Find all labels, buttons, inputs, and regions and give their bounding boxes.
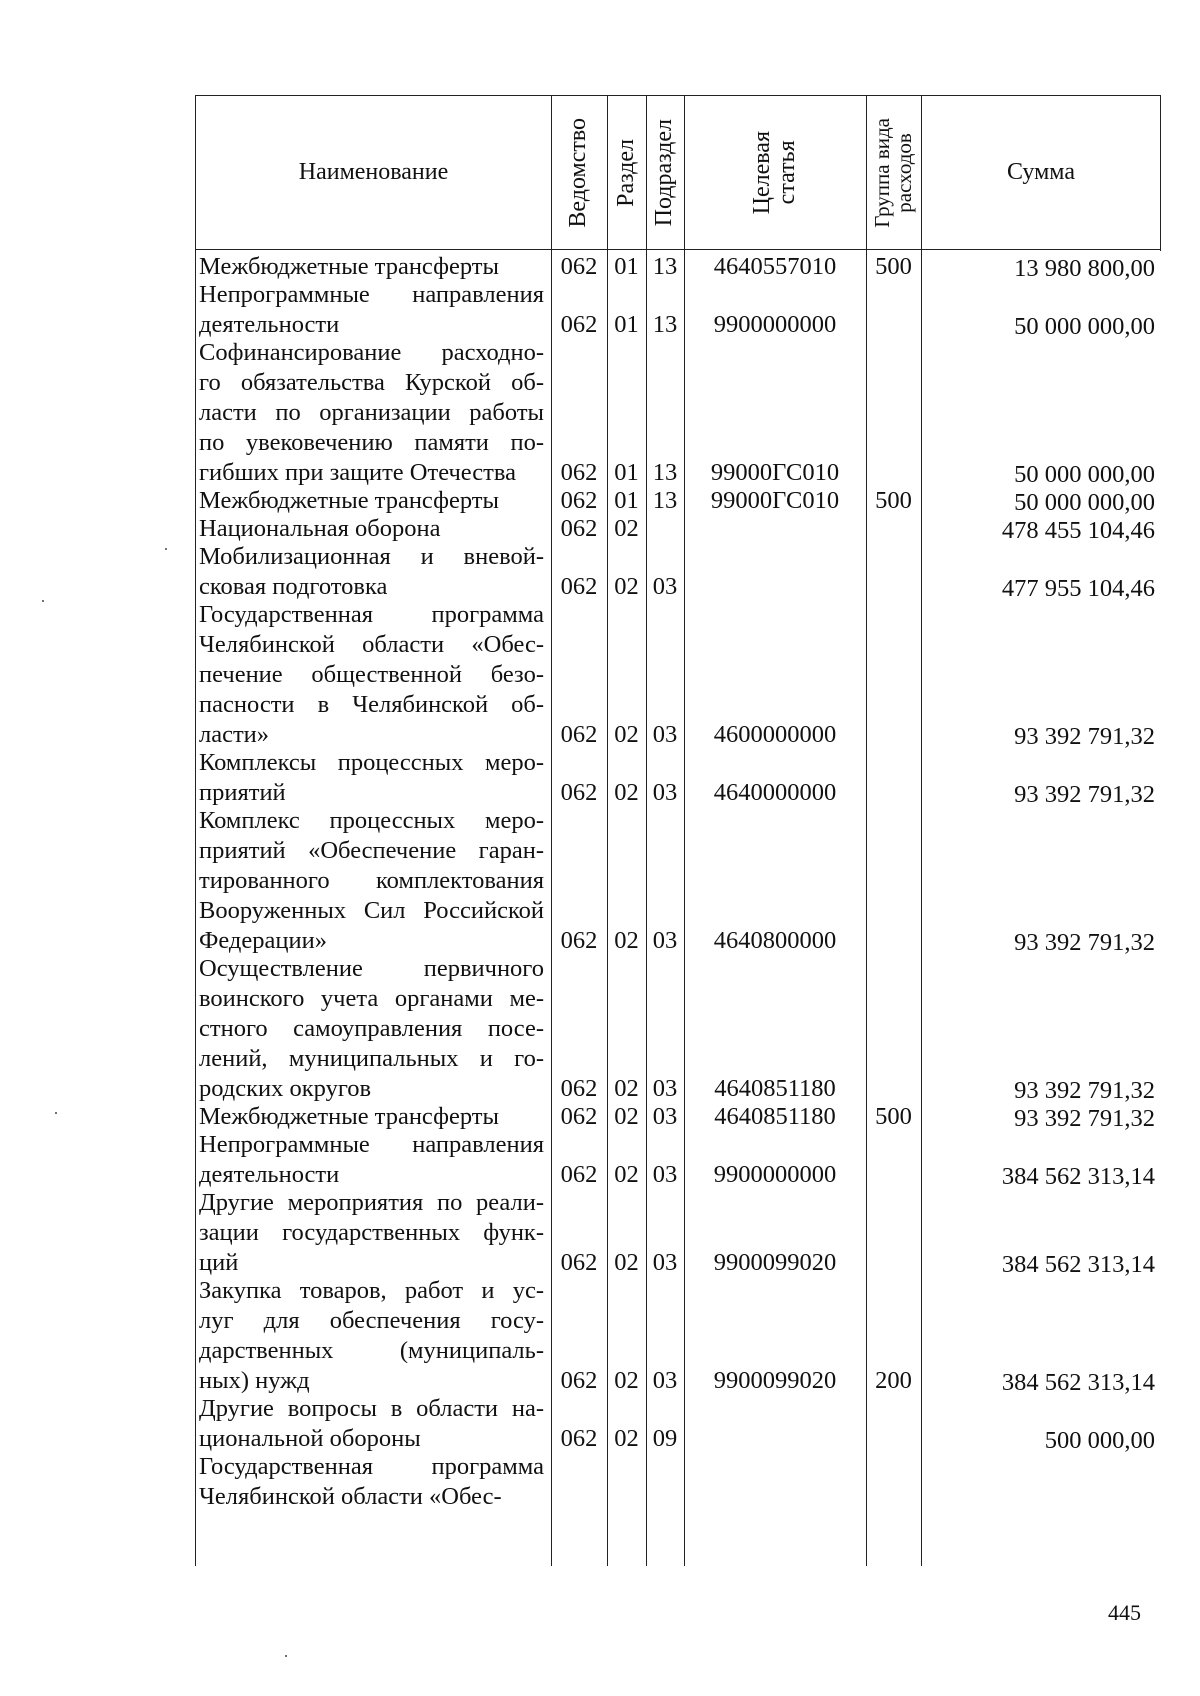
cell-summa: 500 000,00 [1044, 1427, 1155, 1454]
row-name-line: Мобилизационная и вневой- [199, 543, 544, 570]
row-name-line: ций [199, 1249, 239, 1276]
row-name [199, 514, 544, 544]
cell-vedomstvo: 062 [560, 1425, 598, 1452]
cell-summa: 384 562 313,14 [1001, 1251, 1155, 1278]
header-tselevaya-statya: Целевая статья [748, 130, 800, 215]
row-name-line: Комплекс процессных меро- [199, 807, 544, 834]
cell-summa: 93 392 791,32 [1014, 929, 1155, 956]
row-name [199, 748, 544, 808]
cell-gruppa-vida-rashodov: 500 [875, 253, 912, 280]
cell-podrazdel: 03 [652, 1075, 678, 1102]
cell-vedomstvo: 062 [560, 573, 598, 600]
header-razdel: Раздел [612, 138, 639, 207]
cell-razdel: 02 [614, 779, 639, 806]
cell-podrazdel: 03 [652, 1161, 678, 1188]
scan-speck [165, 548, 167, 550]
cell-podrazdel: 03 [652, 721, 678, 748]
row-name-line: тированного комплектования [199, 867, 544, 894]
cell-summa: 93 392 791,32 [1014, 781, 1155, 808]
cell-summa: 93 392 791,32 [1014, 1077, 1155, 1104]
row-name-line: сковая подготовка [199, 573, 388, 600]
cell-podrazdel: 13 [652, 487, 678, 514]
row-name-line: ных) нужд [199, 1367, 310, 1394]
row-name-line: деятельности [199, 1161, 340, 1188]
row-name-line: Челябинской области «Обес- [199, 631, 544, 658]
cell-podrazdel: 03 [652, 1367, 678, 1394]
row-name [199, 1188, 544, 1278]
row-name-line: Межбюджетные трансферты [199, 253, 499, 280]
row-name-line: Непрограммные направления [199, 281, 544, 308]
cell-razdel: 02 [614, 573, 639, 600]
cell-podrazdel: 03 [652, 573, 678, 600]
cell-podrazdel: 03 [652, 927, 678, 954]
row-name [199, 252, 544, 282]
header-divider [196, 249, 1161, 250]
cell-razdel: 02 [614, 1425, 639, 1452]
row-name-line: Другие вопросы в области на- [199, 1395, 544, 1422]
cell-tselevaya-statya: 9900000000 [713, 311, 837, 338]
row-name-line: Закупка товаров, работ и ус- [199, 1277, 544, 1304]
budget-table [195, 95, 1161, 1566]
row-name [199, 542, 544, 602]
cell-vedomstvo: 062 [560, 1367, 598, 1394]
cell-razdel: 02 [614, 1367, 639, 1394]
cell-vedomstvo: 062 [560, 487, 598, 514]
header-gruppa-vida-rashodov: Группа вида расходов [870, 117, 917, 228]
cell-razdel: 02 [614, 1249, 639, 1276]
row-name [199, 1102, 544, 1132]
cell-razdel: 02 [614, 1161, 639, 1188]
header-summa: Сумма [1007, 158, 1075, 185]
cell-gruppa-vida-rashodov: 200 [875, 1367, 912, 1394]
cell-podrazdel: 03 [652, 1249, 678, 1276]
cell-podrazdel: 13 [652, 253, 678, 280]
cell-razdel: 02 [614, 515, 639, 542]
page-number: 445 [1108, 1600, 1141, 1625]
row-name-line: стного самоуправления посе- [199, 1015, 544, 1042]
row-name [199, 600, 544, 750]
cell-gruppa-vida-rashodov: 500 [875, 487, 912, 514]
table-row [196, 1276, 1161, 1396]
header-podrazdel: Подраздел [651, 118, 678, 227]
row-name-line: Комплексы процессных меро- [199, 749, 544, 776]
cell-summa: 384 562 313,14 [1001, 1369, 1155, 1396]
row-name-line: деятельности [199, 311, 340, 338]
cell-tselevaya-statya: 4600000000 [713, 721, 837, 748]
row-name-line: воинского учета органами ме- [199, 985, 544, 1012]
cell-tselevaya-statya: 4640851180 [714, 1103, 836, 1130]
row-name-line: Осуществление первичного [199, 955, 544, 982]
cell-summa: 50 000 000,00 [1014, 313, 1155, 340]
cell-podrazdel: 13 [652, 311, 678, 338]
row-name-line: лений, муниципальных и го- [199, 1045, 544, 1072]
row-name-line: ласти» [199, 721, 270, 748]
cell-vedomstvo: 062 [560, 253, 598, 280]
cell-razdel: 02 [614, 1075, 639, 1102]
table-row [196, 600, 1161, 750]
cell-tselevaya-statya: 4640557010 [713, 253, 837, 280]
cell-razdel: 01 [614, 311, 639, 338]
row-name-line: дарственных (муниципаль- [199, 1337, 544, 1364]
cell-tselevaya-statya: 99000ГС010 [710, 459, 840, 486]
table-row [196, 1394, 1161, 1454]
table-row [196, 1102, 1161, 1132]
row-name [199, 280, 544, 340]
cell-summa: 93 392 791,32 [1014, 1105, 1155, 1132]
row-name-line: циональной обороны [199, 1425, 421, 1452]
row-name-line: ласти по организации работы [199, 399, 544, 426]
scan-speck [42, 600, 44, 602]
table-row [196, 280, 1161, 340]
row-name-line: Софинансирование расходно- [199, 339, 544, 366]
cell-podrazdel: 09 [652, 1425, 678, 1452]
row-name [199, 486, 544, 516]
cell-podrazdel: 03 [652, 1103, 678, 1130]
table-row [196, 1130, 1161, 1190]
cell-summa: 477 955 104,46 [1001, 575, 1155, 602]
table-row [196, 1188, 1161, 1278]
cell-tselevaya-statya: 4640851180 [714, 1075, 836, 1102]
row-name-line: Государственная программа [199, 601, 544, 628]
cell-vedomstvo: 062 [560, 721, 598, 748]
scan-speck [285, 1655, 287, 1657]
table-row [196, 1452, 1161, 1512]
row-name-line: родских округов [199, 1075, 372, 1102]
cell-summa: 478 455 104,46 [1001, 517, 1155, 544]
row-name-line: Государственная программа [199, 1453, 544, 1480]
table-row [196, 338, 1161, 488]
cell-tselevaya-statya: 99000ГС010 [710, 487, 840, 514]
cell-razdel: 02 [614, 927, 639, 954]
cell-razdel: 01 [614, 253, 639, 280]
cell-tselevaya-statya: 9900000000 [713, 1161, 837, 1188]
row-name [199, 1394, 544, 1454]
row-name-line: Вооруженных Сил Российской [199, 897, 544, 924]
row-name-line: луг для обеспечения госу- [199, 1307, 544, 1334]
cell-razdel: 01 [614, 459, 639, 486]
table-row [196, 806, 1161, 956]
row-name [199, 806, 544, 956]
table-row [196, 514, 1161, 544]
cell-tselevaya-statya: 4640800000 [713, 927, 837, 954]
cell-vedomstvo: 062 [560, 311, 598, 338]
row-name-line: зации государственных функ- [199, 1219, 544, 1246]
cell-summa: 384 562 313,14 [1001, 1163, 1155, 1190]
cell-tselevaya-statya: 9900099020 [713, 1249, 837, 1276]
row-name [199, 954, 544, 1104]
row-name-line: го обязательства Курской об- [199, 369, 544, 396]
cell-podrazdel: 03 [652, 779, 678, 806]
cell-summa: 93 392 791,32 [1014, 723, 1155, 750]
row-name [199, 1276, 544, 1396]
cell-vedomstvo: 062 [560, 1103, 598, 1130]
scan-speck [55, 1112, 57, 1114]
row-name [199, 1130, 544, 1190]
table-row [196, 748, 1161, 808]
row-name-line: Межбюджетные трансферты [199, 487, 499, 514]
row-name-line: Межбюджетные трансферты [199, 1103, 499, 1130]
row-name-line: по увековечению памяти по- [199, 429, 544, 456]
row-name-line: Другие мероприятия по реали- [199, 1189, 544, 1216]
cell-vedomstvo: 062 [560, 779, 598, 806]
row-name-line: гибших при защите Отечества [199, 459, 516, 486]
cell-vedomstvo: 062 [560, 1249, 598, 1276]
cell-podrazdel: 13 [652, 459, 678, 486]
cell-vedomstvo: 062 [560, 459, 598, 486]
cell-razdel: 01 [614, 487, 639, 514]
table-row [196, 486, 1161, 516]
cell-summa: 50 000 000,00 [1014, 461, 1155, 488]
cell-razdel: 02 [614, 721, 639, 748]
header-name: Наименование [298, 158, 449, 185]
cell-summa: 50 000 000,00 [1014, 489, 1155, 516]
header-vedomstvo: Ведомство [565, 117, 592, 228]
row-name-line: Национальная оборона [199, 515, 441, 542]
row-name-line: приятий «Обеспечение гаран- [199, 837, 544, 864]
row-name-line: Непрограммные направления [199, 1131, 544, 1158]
cell-razdel: 02 [614, 1103, 639, 1130]
cell-tselevaya-statya: 4640000000 [713, 779, 837, 806]
cell-vedomstvo: 062 [560, 927, 598, 954]
row-name [199, 1452, 544, 1512]
cell-summa: 13 980 800,00 [1014, 255, 1155, 282]
cell-tselevaya-statya: 9900099020 [713, 1367, 837, 1394]
table-row [196, 954, 1161, 1104]
row-name-line: приятий [199, 779, 286, 806]
row-name-line: пасности в Челябинской об- [199, 691, 544, 718]
cell-gruppa-vida-rashodov: 500 [875, 1103, 912, 1130]
table-row [196, 252, 1161, 282]
cell-vedomstvo: 062 [560, 515, 598, 542]
row-name [199, 338, 544, 488]
row-name-line: печение общественной безо- [199, 661, 544, 688]
row-name-line: Челябинской области «Обес- [199, 1483, 502, 1510]
row-name-line: Федерации» [199, 927, 327, 954]
table-row [196, 542, 1161, 602]
cell-vedomstvo: 062 [560, 1161, 598, 1188]
cell-vedomstvo: 062 [560, 1075, 598, 1102]
